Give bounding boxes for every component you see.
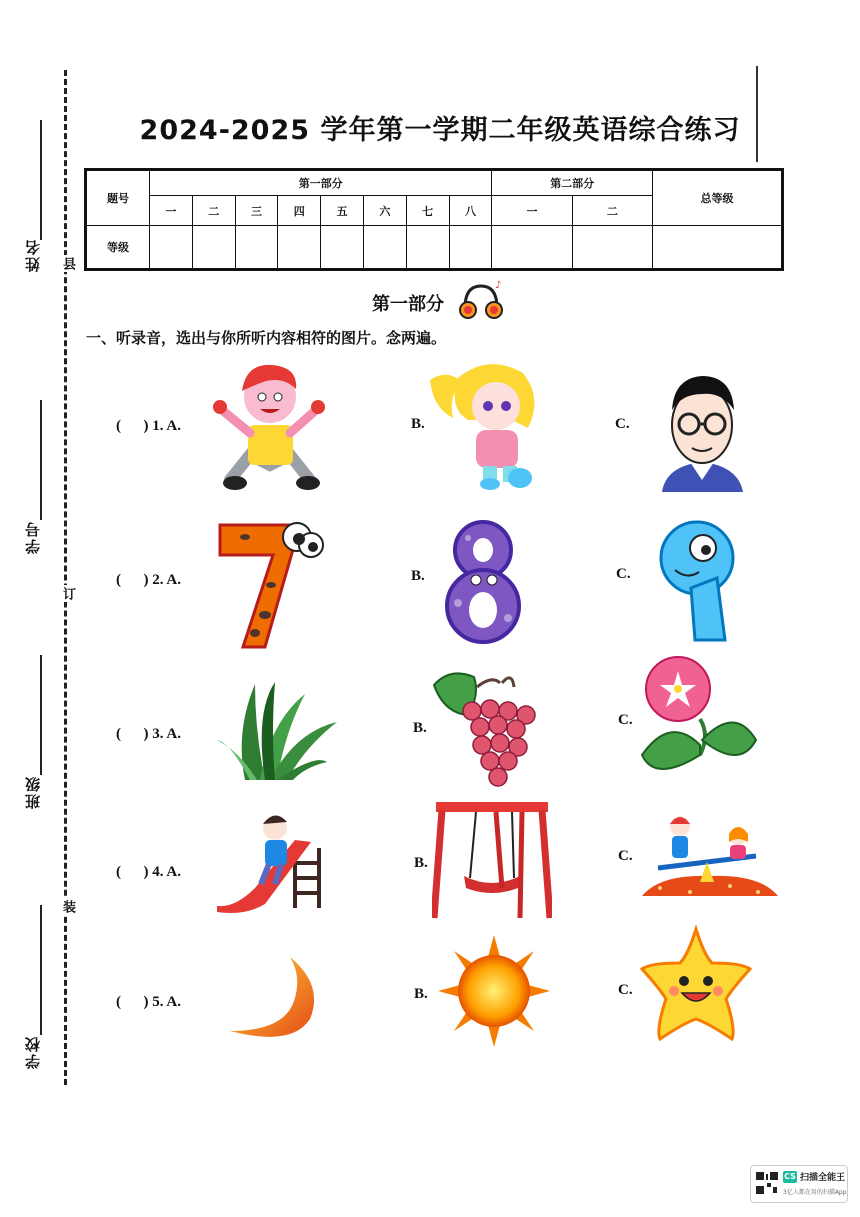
binding-mark-top: 县 xyxy=(60,257,75,270)
part1-col: 三 xyxy=(235,196,278,226)
part1-col: 二 xyxy=(192,196,235,226)
part1-col: 六 xyxy=(363,196,406,226)
grade-cell[interactable] xyxy=(192,226,235,270)
binding-dashed-line xyxy=(64,70,67,1085)
scanner-brand: 扫描全能王 xyxy=(800,1173,846,1183)
school-blank-line xyxy=(40,905,42,1035)
man-with-glasses-icon xyxy=(660,370,745,492)
question-5-label[interactable]: ( ) 5. A. xyxy=(116,994,181,1010)
class-blank-line xyxy=(40,655,42,775)
question-number-header: 题号 xyxy=(86,170,150,226)
grapes-icon xyxy=(432,665,540,790)
number-seven-icon xyxy=(215,515,325,650)
question-5-option-c[interactable]: C. xyxy=(618,982,633,998)
grade-cell[interactable] xyxy=(150,226,193,270)
grade-cell[interactable] xyxy=(406,226,449,270)
binding-mark-mid: 订 xyxy=(60,587,75,600)
grade-cell[interactable] xyxy=(572,226,652,270)
grade-row-header: 等级 xyxy=(86,226,150,270)
svg-text:♪: ♪ xyxy=(495,280,502,291)
grade-cell[interactable] xyxy=(449,226,492,270)
moon-icon xyxy=(228,955,323,1045)
score-table xyxy=(84,168,784,271)
question-1-option-b[interactable]: B. xyxy=(411,416,425,432)
headphones-icon xyxy=(455,278,505,324)
grade-cell[interactable] xyxy=(321,226,364,270)
part-heading: 第一部分 xyxy=(372,294,444,315)
question-2-option-c[interactable]: C. xyxy=(616,566,631,582)
section-instruction: 一、听录音，选出与你所听内容相符的图片。念两遍。 xyxy=(86,329,447,347)
question-3-option-b[interactable]: B. xyxy=(413,720,427,736)
number-eight-icon xyxy=(438,518,528,646)
grade-cell[interactable] xyxy=(278,226,321,270)
page-title: 2024-2025 学年第一学期二年级英语综合练习 xyxy=(139,115,741,146)
grade-cell[interactable] xyxy=(492,226,572,270)
grade-cell[interactable] xyxy=(363,226,406,270)
question-2-option-b[interactable]: B. xyxy=(411,568,425,584)
question-4-option-b[interactable]: B. xyxy=(414,855,428,871)
grade-cell[interactable] xyxy=(235,226,278,270)
flower-icon xyxy=(640,655,758,785)
binding-mark-bottom: 装 xyxy=(60,900,75,913)
question-3-label[interactable]: ( ) 3. A. xyxy=(116,726,181,742)
part1-header: 第一部分 xyxy=(150,170,492,196)
qr-code-icon xyxy=(755,1171,779,1195)
name-blank-line xyxy=(40,120,42,240)
part1-col: 五 xyxy=(321,196,364,226)
star-icon xyxy=(636,925,756,1045)
swing-icon xyxy=(432,798,552,920)
school-label: 学校 xyxy=(24,1035,42,1069)
part2-header: 第二部分 xyxy=(492,170,653,196)
question-4-option-c[interactable]: C. xyxy=(618,848,633,864)
seesaw-icon xyxy=(640,812,780,904)
grass-icon xyxy=(215,682,340,782)
question-4-label[interactable]: ( ) 4. A. xyxy=(116,864,181,880)
part1-col: 七 xyxy=(406,196,449,226)
part1-col: 八 xyxy=(449,196,492,226)
question-5-option-b[interactable]: B. xyxy=(414,986,428,1002)
total-grade-cell[interactable] xyxy=(653,226,783,270)
girl-icon xyxy=(428,358,548,493)
scanner-watermark xyxy=(750,1165,848,1203)
part2-col: 一 xyxy=(492,196,572,226)
question-1-label[interactable]: ( ) 1. A. xyxy=(116,418,181,434)
class-label: 班级 xyxy=(24,775,42,809)
cs-logo: CS xyxy=(784,1172,796,1181)
name-label: 姓名 xyxy=(24,238,42,272)
question-3-option-c[interactable]: C. xyxy=(618,712,633,728)
student-id-label: 学号 xyxy=(24,520,42,554)
question-1-option-c[interactable]: C. xyxy=(615,416,630,432)
number-nine-icon xyxy=(645,518,745,643)
part2-col: 二 xyxy=(572,196,652,226)
part1-col: 四 xyxy=(278,196,321,226)
scanner-tagline: 3亿人都在用的扫描App xyxy=(783,1189,847,1196)
total-grade-header: 总等级 xyxy=(653,170,783,226)
id-blank-line xyxy=(40,400,42,520)
slide-icon xyxy=(215,808,325,916)
part1-col: 一 xyxy=(150,196,193,226)
sun-icon xyxy=(438,935,550,1047)
boy-icon xyxy=(210,355,330,495)
question-2-label[interactable]: ( ) 2. A. xyxy=(116,572,181,588)
